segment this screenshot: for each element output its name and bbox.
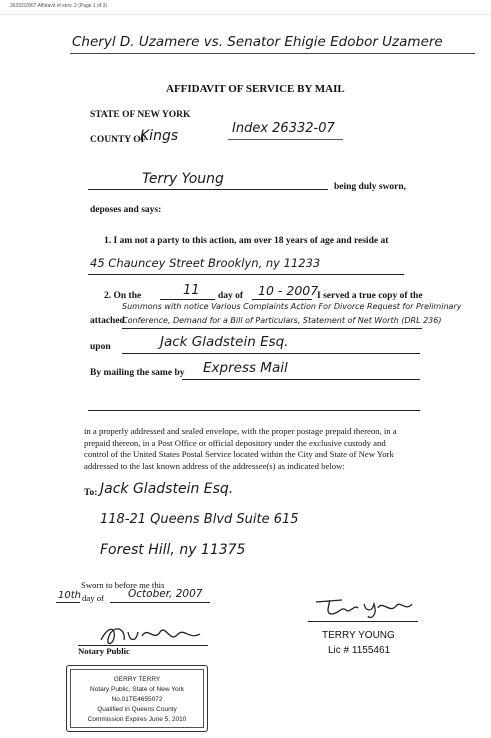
notary-public-label: Notary Public xyxy=(78,646,130,656)
signer-license: Lic # 1155461 xyxy=(328,645,391,656)
paragraph-3-line: prepaid thereon, in a Post Office or official depository under the exclusive custody and xyxy=(84,437,386,448)
paragraph-3-line: in a properly addressed and sealed envelope, with the proper postage prepaid thereon, in a xyxy=(84,426,397,436)
service-day: 11 xyxy=(183,283,200,298)
stamp-line: GERRY TERRY xyxy=(113,676,161,683)
documents-line-1: Summons with notice Various Complaints Action For Divorce Request for Preliminary xyxy=(122,302,462,311)
duly-sworn-text: being duly sworn, xyxy=(334,182,407,192)
case-caption: Cheryl D. Uzamere vs. Senator Ehigie Edobor Uzamere xyxy=(72,34,443,50)
sworn-month: October, 2007 xyxy=(128,588,203,600)
mailing-line-1 xyxy=(182,379,420,380)
documents-line xyxy=(122,328,422,329)
caption-underline xyxy=(70,53,475,54)
deposes-text: deposes and says: xyxy=(90,205,162,215)
stamp-line: Notary Public, State of New York xyxy=(90,686,184,693)
stamp-line: Commission Expires June 5, 2010 xyxy=(87,716,187,723)
upon-line xyxy=(122,353,420,354)
paragraph-2-prefix: 2. On the xyxy=(104,291,142,301)
fax-header: 26332/2007 Affidavit of serv. 2 (Page 1 of 3) xyxy=(10,3,108,9)
upon-label: upon xyxy=(90,342,111,352)
sworn-day: 10th xyxy=(58,590,81,601)
address-line xyxy=(88,274,404,275)
day-of-text: day of xyxy=(218,291,244,301)
paragraph-3-line: control of the United States Postal Service located within the City and State of New York xyxy=(84,449,394,460)
document-title: AFFIDAVIT OF SERVICE BY MAIL xyxy=(166,83,345,95)
paragraph-3-line: addressed to the last known address of the addressee(s) as indicated below: xyxy=(84,460,345,471)
sworn-label: Sworn to before me this xyxy=(81,580,165,590)
mailing-label: By mailing the same by xyxy=(90,368,185,378)
documents-line-2: Conference, Demand for a Bill of Particulars, Statement of Net Worth (DRL 236) xyxy=(122,316,442,325)
affiant-line xyxy=(88,189,328,190)
county-value: Kings xyxy=(140,128,179,144)
addressee-name: Jack Gladstein Esq. xyxy=(100,481,234,497)
paragraph-1: 1. I am not a party to this action, am over 18 years of age and reside at xyxy=(104,236,389,246)
index-underline xyxy=(228,139,343,140)
addressee-street: 118-21 Queens Blvd Suite 615 xyxy=(100,512,299,527)
addressee-city: Forest Hill, ny 11375 xyxy=(100,542,246,558)
sworn-month-line xyxy=(110,602,210,603)
mailing-line-2 xyxy=(88,410,420,411)
day-line xyxy=(160,299,215,300)
upon-value: Jack Gladstein Esq. xyxy=(160,334,289,350)
county-label: COUNTY OF xyxy=(90,135,147,145)
residence-address: 45 Chauncey Street Brooklyn, ny 11233 xyxy=(90,256,321,270)
service-month-year: 10 - 2007 xyxy=(258,283,319,298)
stamp-line: No.01TE4655072 xyxy=(111,696,163,703)
scan-edge xyxy=(0,14,491,15)
served-copy-text: I served a true copy of the xyxy=(317,291,423,301)
notary-stamp xyxy=(66,665,208,732)
stamp-line: Qualified in Queens County xyxy=(97,706,177,713)
sworn-day-line xyxy=(56,602,80,603)
attached-label: attached xyxy=(90,316,125,326)
signer-name: TERRY YOUNG xyxy=(322,630,395,641)
paragraph-3 xyxy=(84,426,397,472)
sworn-day-of: day of xyxy=(82,593,104,603)
affiant-signature-line xyxy=(308,621,418,622)
mailing-method: Express Mail xyxy=(203,360,288,376)
index-number: Index 26332-07 xyxy=(232,121,335,136)
affiant-signature xyxy=(312,594,416,620)
to-label: To: xyxy=(84,488,98,498)
month-line xyxy=(252,299,312,300)
state-label: STATE OF NEW YORK xyxy=(90,110,191,120)
affiant-name: Terry Young xyxy=(142,171,224,187)
